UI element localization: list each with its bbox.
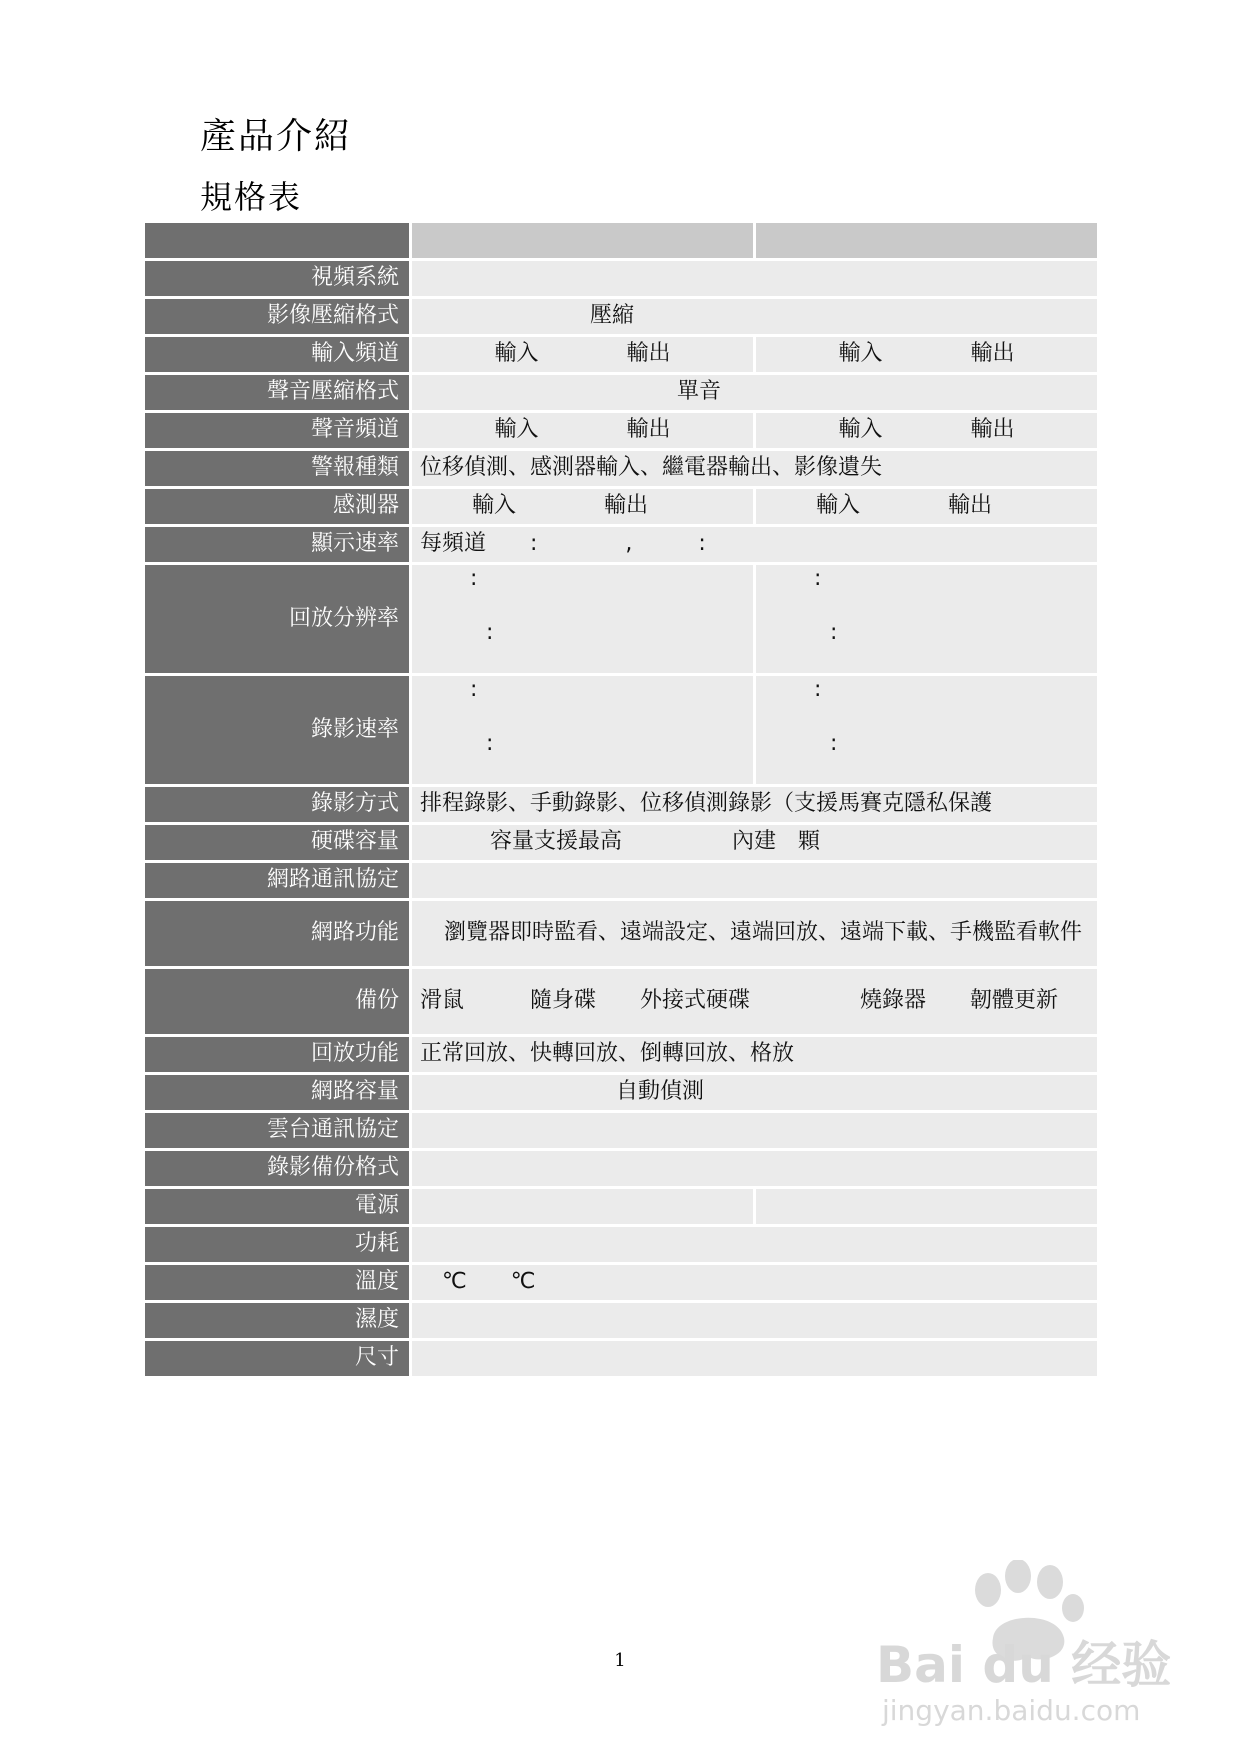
header-label-cell [145, 223, 412, 261]
row-label: 視頻系統 [145, 261, 412, 299]
value-line-1: : [470, 566, 478, 591]
row-value-a [412, 676, 756, 787]
row-video-system [145, 261, 1100, 299]
row-value: 單音 [412, 375, 1100, 413]
row-label: 溫度 [145, 1265, 412, 1303]
row-value: 排程錄影、手動錄影、位移偵測錄影（支援馬賽克隱私保護 [412, 787, 1100, 825]
page-title: 產品介紹 [200, 116, 353, 157]
row-audio-compression [145, 375, 1100, 413]
row-alarm-types [145, 451, 1100, 489]
watermark-url: jingyan.baidu.com [882, 1694, 1141, 1727]
row-value: 每頻道 : , : [412, 527, 1100, 565]
spec-table [145, 223, 1100, 1379]
row-label: 錄影備份格式 [145, 1151, 412, 1189]
row-value [412, 1303, 1100, 1341]
row-label: 聲音壓縮格式 [145, 375, 412, 413]
baidu-watermark [868, 1560, 1178, 1730]
row-label: 回放分辨率 [145, 565, 412, 676]
row-dimensions [145, 1341, 1100, 1379]
row-temperature [145, 1265, 1100, 1303]
value-line-2: : [486, 731, 494, 756]
row-label: 影像壓縮格式 [145, 299, 412, 337]
row-label: 警報種類 [145, 451, 412, 489]
row-serial-protocol [145, 1113, 1100, 1151]
row-label: 濕度 [145, 1303, 412, 1341]
row-label: 錄影速率 [145, 676, 412, 787]
value-line-1: : [814, 677, 822, 702]
row-value: 瀏覽器即時監看、遠端設定、遠端回放、遠端下載、手機監看軟件 [412, 901, 1100, 969]
value-line-2: : [486, 620, 494, 645]
row-label: 網路容量 [145, 1075, 412, 1113]
row-value-b: 輸入 輸出 [756, 337, 1100, 375]
row-value-a: 輸入 輸出 [412, 337, 756, 375]
value-line-2: : [830, 731, 838, 756]
row-sensors [145, 489, 1100, 527]
row-value [412, 1151, 1100, 1189]
header-model-b-cell [756, 223, 1100, 261]
row-network-function [145, 901, 1100, 969]
row-network-capacity [145, 1075, 1100, 1113]
page-subtitle: 規格表 [200, 178, 303, 216]
row-value-a: 輸入 輸出 [412, 413, 756, 451]
row-value: 位移偵測、感測器輸入、繼電器輸出、影像遺失 [412, 451, 1100, 489]
row-value-b: 輸入 輸出 [756, 489, 1100, 527]
table-header-row [145, 223, 1100, 261]
row-recording-mode [145, 787, 1100, 825]
row-label: 顯示速率 [145, 527, 412, 565]
row-playback-function [145, 1037, 1100, 1075]
row-value [412, 863, 1100, 901]
row-label: 尺寸 [145, 1341, 412, 1379]
row-display-rate [145, 527, 1100, 565]
row-consumption [145, 1227, 1100, 1265]
row-value [412, 1227, 1100, 1265]
row-value-b: 輸入 輸出 [756, 413, 1100, 451]
row-network-protocol [145, 863, 1100, 901]
row-value-b [756, 565, 1100, 676]
header-model-a-cell [412, 223, 756, 261]
row-storage [145, 969, 1100, 1037]
row-label: 感測器 [145, 489, 412, 527]
row-hdd-capacity [145, 825, 1100, 863]
value-line-1: : [814, 566, 822, 591]
row-value: 容量支援最高 內建 顆 [412, 825, 1100, 863]
row-value: 滑鼠 隨身碟 外接式硬碟 燒錄器 韌體更新 [412, 969, 1100, 1037]
watermark-brand: Bai du 经验 [876, 1636, 1172, 1694]
row-backup-format [145, 1151, 1100, 1189]
row-value [412, 1113, 1100, 1151]
row-value: 壓縮 [412, 299, 1100, 337]
row-video-compression [145, 299, 1100, 337]
row-value-a [412, 565, 756, 676]
row-label: 網路通訊協定 [145, 863, 412, 901]
row-value-a [412, 1189, 756, 1227]
row-label: 雲台通訊協定 [145, 1113, 412, 1151]
row-value: ℃ ℃ [412, 1265, 1100, 1303]
row-playback-resolution [145, 565, 1100, 676]
row-audio-channels [145, 413, 1100, 451]
row-humidity [145, 1303, 1100, 1341]
row-label: 電源 [145, 1189, 412, 1227]
row-input-channels [145, 337, 1100, 375]
value-line-1: : [470, 677, 478, 702]
row-label: 錄影方式 [145, 787, 412, 825]
page-number: 1 [614, 1650, 626, 1671]
row-value: 自動偵測 [412, 1075, 1100, 1113]
row-value-b [756, 1189, 1100, 1227]
row-label: 回放功能 [145, 1037, 412, 1075]
row-label: 備份 [145, 969, 412, 1037]
row-value-b [756, 676, 1100, 787]
row-label: 硬碟容量 [145, 825, 412, 863]
row-label: 聲音頻道 [145, 413, 412, 451]
row-value [412, 261, 1100, 299]
row-value: 正常回放、快轉回放、倒轉回放、格放 [412, 1037, 1100, 1075]
row-label: 網路功能 [145, 901, 412, 969]
row-value-a: 輸入 輸出 [412, 489, 756, 527]
value-line-2: : [830, 620, 838, 645]
row-value [412, 1341, 1100, 1379]
row-label: 功耗 [145, 1227, 412, 1265]
row-label: 輸入頻道 [145, 337, 412, 375]
row-recording-rate [145, 676, 1100, 787]
row-power [145, 1189, 1100, 1227]
